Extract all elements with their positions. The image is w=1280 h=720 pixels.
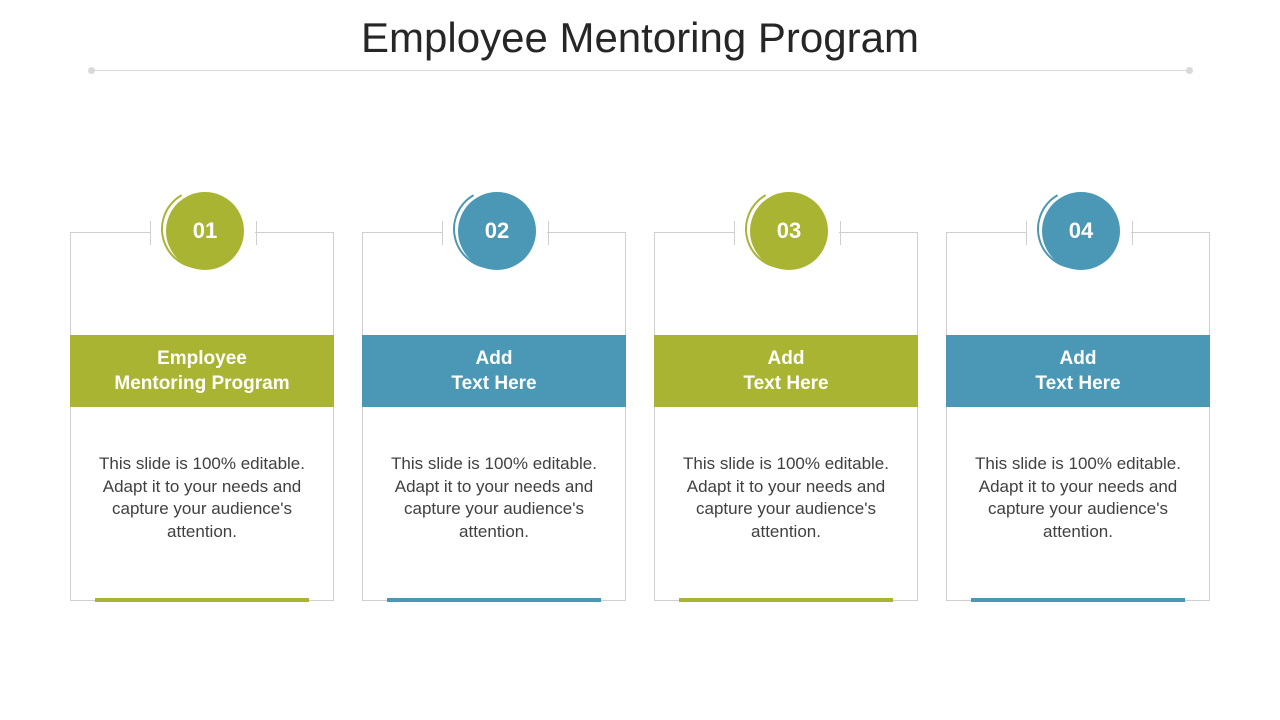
divider-right-dot [1186,67,1193,74]
step-description: This slide is 100% editable. Adapt it to your needs and capture your audience's attention. [390,454,597,541]
step-number-badge: 01 [166,192,244,270]
step-number-badge: 03 [750,192,828,270]
card-bottom-accent [679,598,893,602]
card-bottom-accent [95,598,309,602]
step-heading: Add Text Here [654,335,918,407]
step-card-2 [362,218,626,601]
divider-left-dot [88,67,95,74]
card-tick-right [256,221,257,245]
card-bottom-accent [387,598,601,602]
step-number-badge: 02 [458,192,536,270]
step-heading: Employee Mentoring Program [70,335,334,407]
step-card-1 [70,218,334,601]
step-card-4 [946,218,1210,601]
step-heading: Add Text Here [362,335,626,407]
step-description: This slide is 100% editable. Adapt it to your needs and capture your audience's attention. [974,454,1181,541]
card-tick-right [1132,221,1133,245]
card-tick-left [734,221,735,245]
step-number-badge: 04 [1042,192,1120,270]
step-description: This slide is 100% editable. Adapt it to your needs and capture your audience's attention. [98,454,305,541]
card-tick-right [548,221,549,245]
title-divider [91,70,1190,71]
card-tick-right [840,221,841,245]
step-heading: Add Text Here [946,335,1210,407]
page-title: Employee Mentoring Program [361,14,919,61]
card-tick-left [442,221,443,245]
card-tick-left [1026,221,1027,245]
card-tick-left [150,221,151,245]
step-description: This slide is 100% editable. Adapt it to your needs and capture your audience's attention. [682,454,889,541]
card-bottom-accent [971,598,1185,602]
step-card-3 [654,218,918,601]
